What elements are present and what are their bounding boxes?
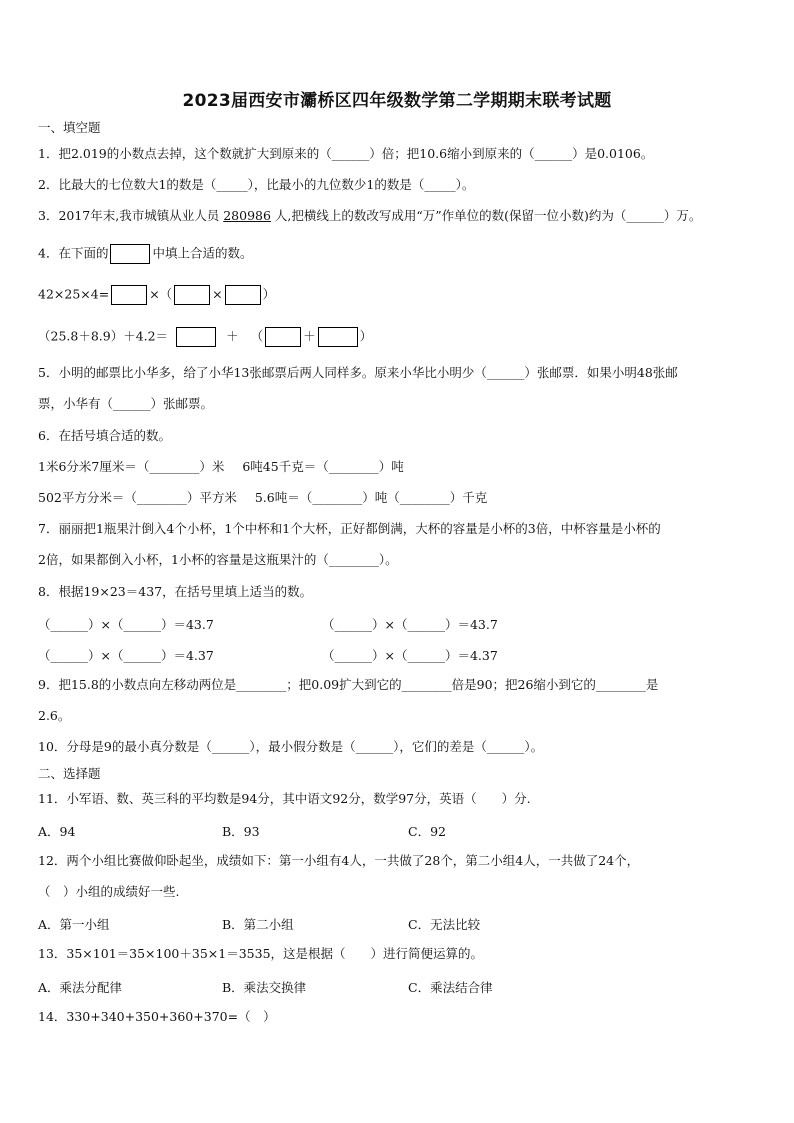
question-11-option-b[interactable]: B．93: [222, 824, 260, 839]
question-1: 1．把2.019的小数点去掉，这个数就扩大到原来的（______）倍；把10.6缩小到原来的（______）是0.0106。: [38, 146, 654, 161]
question-9-line-2: 2.6。: [38, 708, 71, 723]
question-2: 2．比最大的七位数大1的数是（_____），比最小的九位数少1的数是（_____）。: [38, 177, 475, 192]
question-13-option-b[interactable]: B．乘法交换律: [222, 980, 307, 995]
answer-box[interactable]: [111, 285, 147, 305]
question-12-option-c[interactable]: C．无法比较: [408, 917, 481, 932]
question-6: 6．在括号填合适的数。: [38, 428, 171, 443]
equation-operator: ＋: [226, 328, 239, 344]
question-3-text-pre: 3．2017年末,我市城镇从业人员: [38, 208, 224, 223]
question-5-line-2: 票，小华有（______）张邮票。: [38, 396, 214, 411]
equation-operator: ＋: [303, 328, 316, 344]
answer-box[interactable]: [174, 285, 210, 305]
question-6-row-1: [38, 459, 764, 475]
question-12-option-a[interactable]: A．第一小组: [38, 917, 110, 932]
answer-box[interactable]: [318, 327, 358, 347]
question-3-text-post: 人,把横线上的数改写成用“万”作单位的数(保留一位小数)约为（______）万。: [270, 208, 702, 223]
question-10: 10．分母是9的最小真分数是（______），最小假分数是（______），它们的差是（______）。: [38, 739, 544, 754]
question-11: 11．小军语、数、英三科的平均数是94分，其中语文92分，数学97分，英语（ ）分.: [38, 791, 531, 806]
question-9-line-1: 9．把15.8的小数点向左移动两位是________；把0.09扩大到它的________倍是90；把26缩小到它的________是: [38, 677, 659, 692]
question-5-line-1: 5．小明的邮票比小华多，给了小华13张邮票后两人同样多。原来小华比小明少（______）张邮票．如果小明48张邮: [38, 365, 678, 380]
question-8-item-d: （______）×（______）＝4.37: [322, 648, 498, 663]
question-4-line-2: [38, 327, 764, 347]
question-6-item-b: 6吨45千克＝（________）吨: [242, 459, 404, 474]
question-14: 14．330+340+350+360+370=（ ）: [38, 1009, 276, 1024]
question-11-option-a[interactable]: A．94: [38, 824, 76, 839]
question-12-line-2: （ ）小组的成绩好一些.: [38, 884, 180, 899]
answer-box[interactable]: [225, 285, 261, 305]
equation-paren: ）: [262, 286, 276, 302]
equation-operator: ×: [212, 286, 223, 302]
question-12-line-1: 12．两个小组比赛做仰卧起坐，成绩如下：第一小组有4人，一共做了28个，第二小组4人，一共做了24个，: [38, 853, 640, 868]
equation-paren: （: [250, 328, 264, 344]
question-6-item-c: 502平方分米＝（________）平方米: [38, 490, 237, 505]
question-4-line-1: [38, 285, 764, 305]
question-6-row-2: [38, 490, 764, 506]
equation-operator: ×（: [149, 286, 173, 302]
section-choice-heading: 二、选择题: [38, 766, 101, 781]
question-4-text-pre: 4．在下面的: [38, 245, 109, 261]
question-13-option-a[interactable]: A．乘法分配律: [38, 980, 123, 995]
question-13-option-c[interactable]: C．乘法结合律: [408, 980, 493, 995]
question-8-item-a: （______）×（______）＝43.7: [38, 617, 214, 632]
answer-box[interactable]: [176, 327, 216, 347]
equation-left: 42×25×4=: [38, 286, 110, 302]
question-8-item-c: （______）×（______）＝4.37: [38, 648, 214, 663]
question-7-line-1: 7．丽丽把1瓶果汁倒入4个小杯，1个中杯和1个大杯，正好都倒满，大杯的容量是小杯的3倍，中杯容量是小杯的: [38, 521, 661, 536]
section-fill-in-heading: 一、填空题: [38, 120, 101, 135]
question-6-item-a: 1米6分米7厘米＝（________）米: [38, 459, 225, 474]
question-3-underlined-number: 280986: [223, 208, 271, 223]
equation-paren: ）: [359, 328, 373, 344]
answer-box[interactable]: [265, 327, 301, 347]
page-title: 2023届西安市灞桥区四年级数学第二学期期末联考试题: [182, 91, 612, 111]
question-11-option-c[interactable]: C．92: [408, 824, 446, 839]
question-4-text-post: 中填上合适的数。: [152, 245, 253, 261]
question-4: [38, 244, 764, 264]
question-6-item-d: 5.6吨＝（________）吨（________）千克: [254, 490, 488, 505]
question-8-item-b: （______）×（______）＝43.7: [322, 617, 498, 632]
question-3: [38, 208, 764, 224]
answer-box[interactable]: [110, 244, 150, 264]
question-7-line-2: 2倍，如果都倒入小杯，1小杯的容量是这瓶果汁的（________）。: [38, 552, 398, 567]
question-13: 13．35×101＝35×100＋35×1＝3535，这是根据（ ）进行简便运算的。: [38, 946, 484, 961]
equation-left: （25.8＋8.9）＋4.2＝: [38, 328, 169, 344]
question-12-option-b[interactable]: B．第二小组: [222, 917, 294, 932]
question-8: 8．根据19×23＝437，在括号里填上适当的数。: [38, 584, 313, 599]
